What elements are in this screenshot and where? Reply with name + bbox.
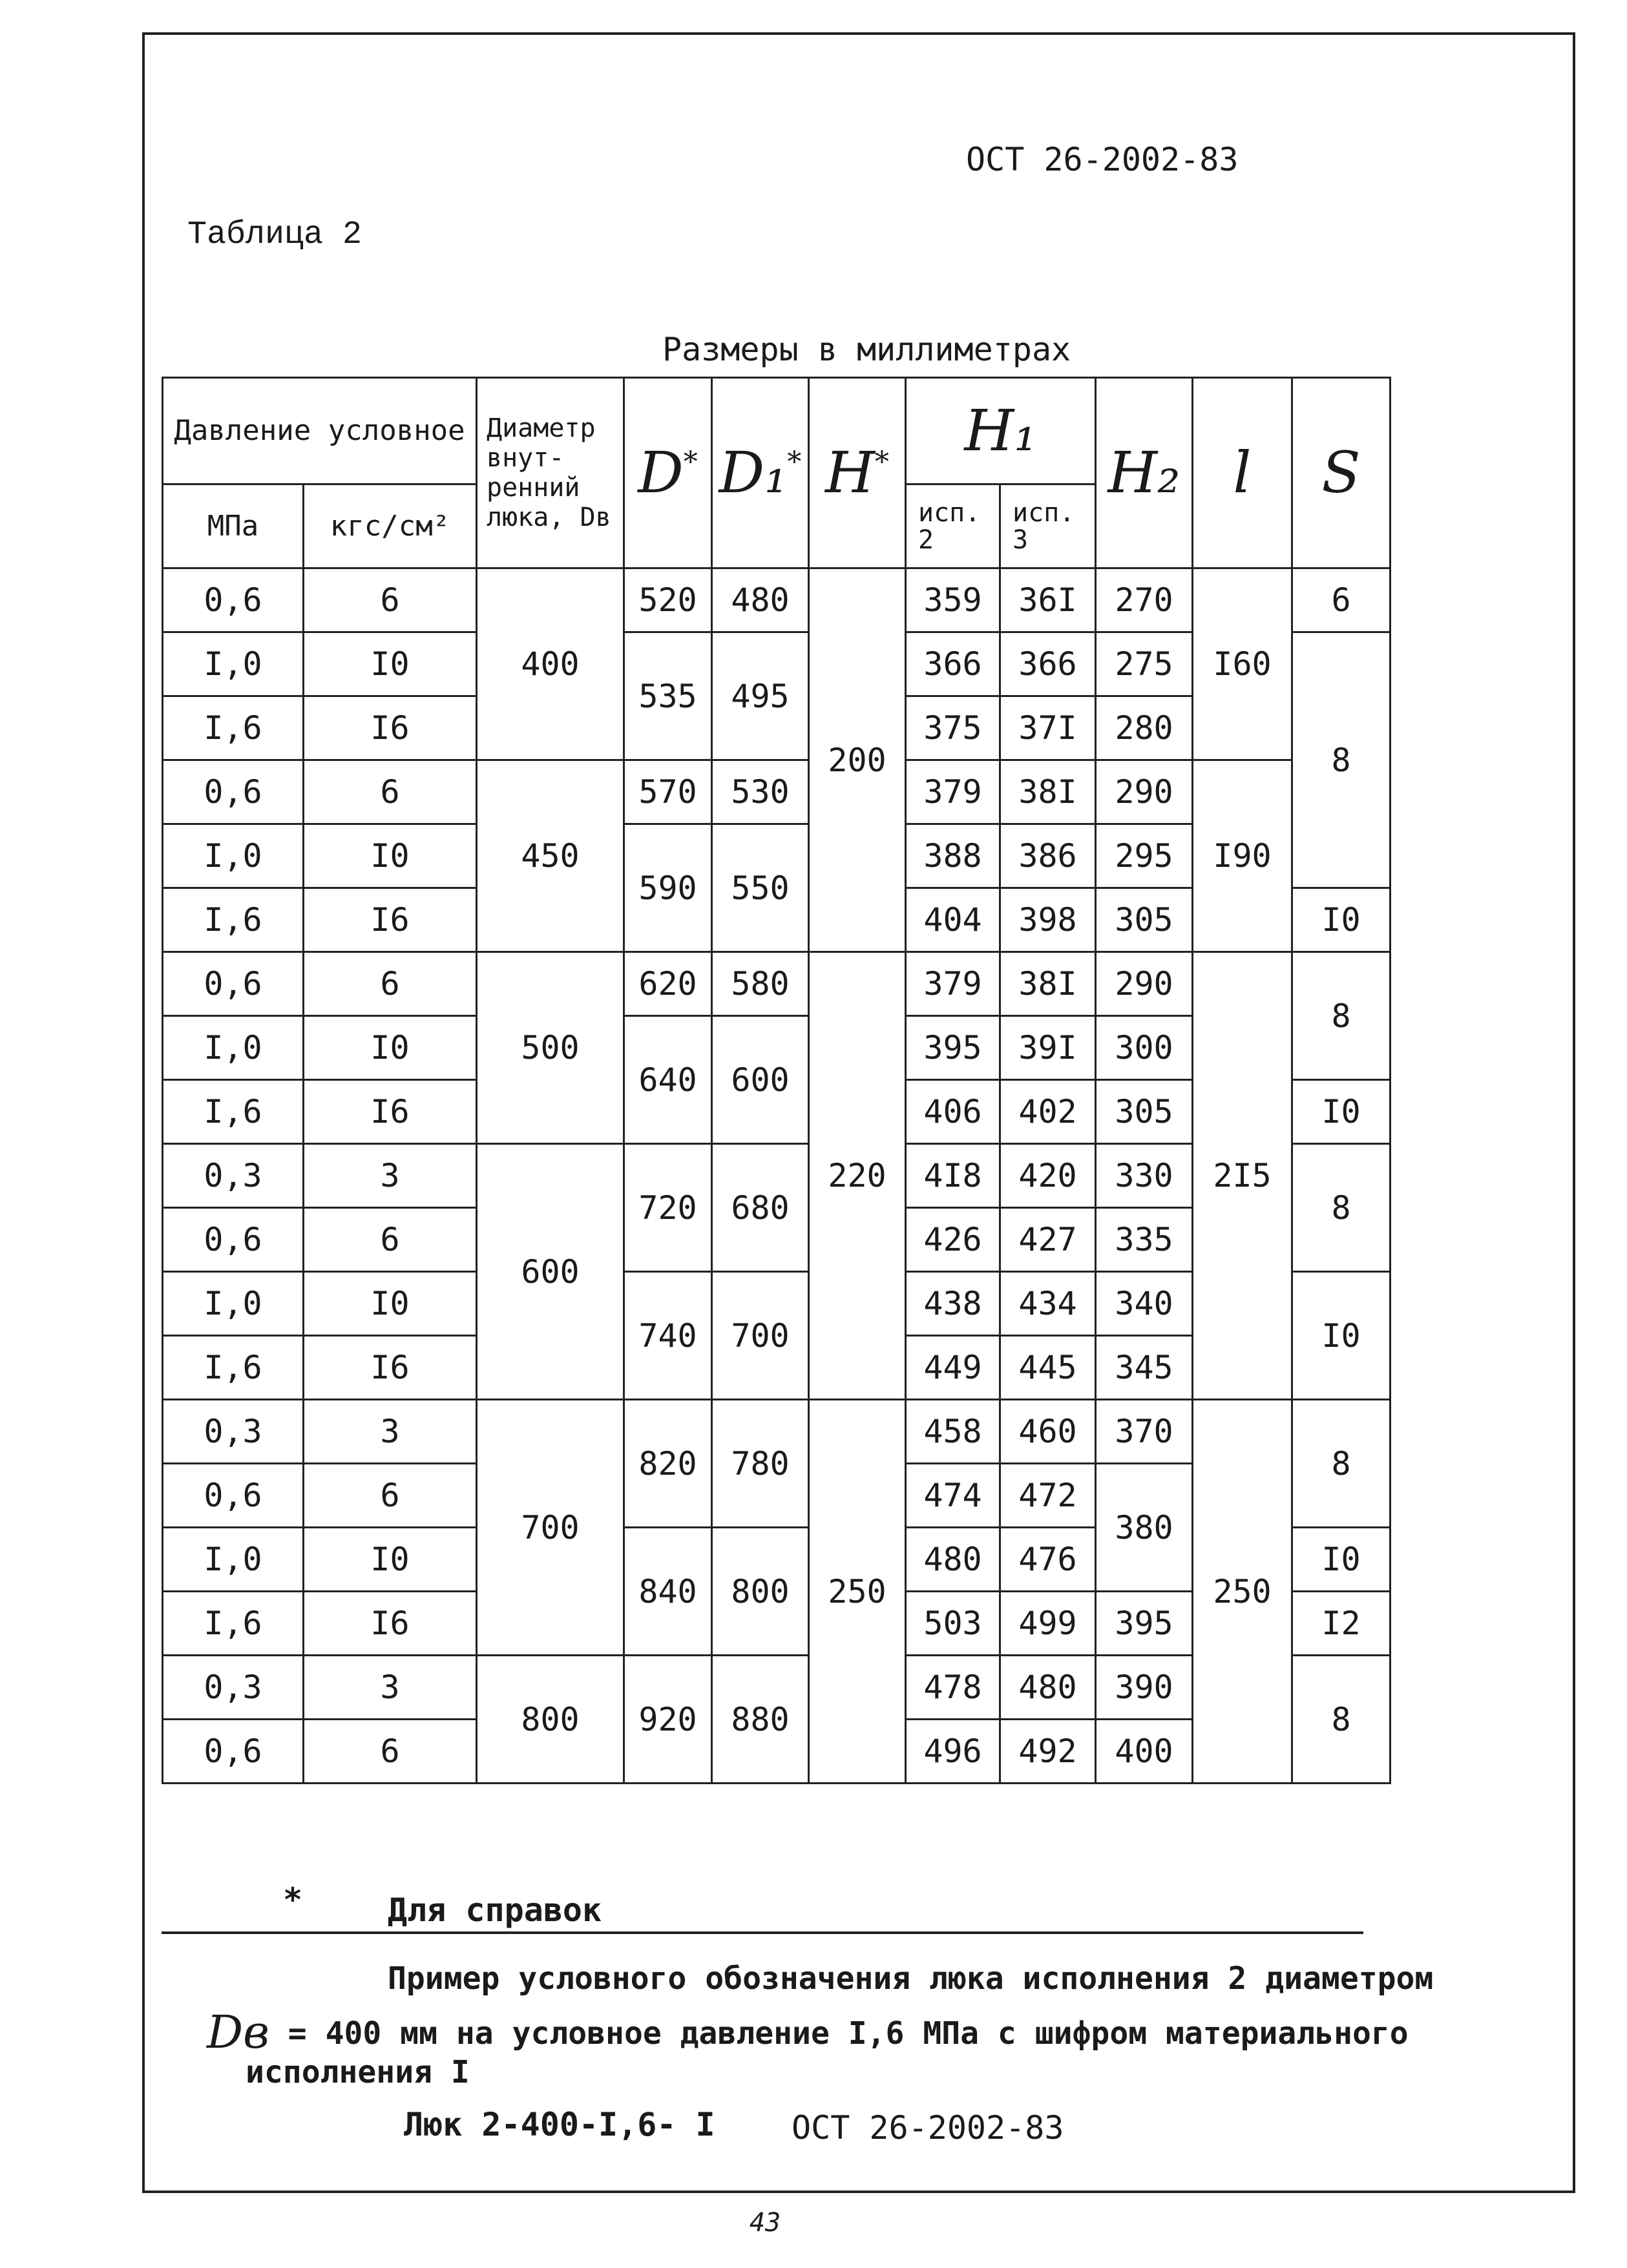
kgf-cell: I6 [304, 1592, 477, 1656]
kgf-cell: 3 [304, 1656, 477, 1720]
dv-cell: 600 [477, 1144, 624, 1400]
h1-isp2-cell: 503 [906, 1592, 1000, 1656]
diameter-header: Диаметр внут-ренний люка, Dв [477, 378, 624, 568]
pressure-header: Давление условное [163, 378, 477, 484]
h1-isp3-cell: 476 [1000, 1528, 1096, 1592]
kgf-cell: I6 [304, 888, 477, 952]
H2-cell: 335 [1096, 1208, 1193, 1272]
h1-isp2-cell: 449 [906, 1336, 1000, 1400]
H2-cell: 305 [1096, 1080, 1193, 1144]
isp3-header: исп. 3 [1000, 484, 1096, 568]
D-header: D* [624, 378, 712, 568]
H-cell: 220 [809, 952, 906, 1400]
mpa-header: МПа [163, 484, 304, 568]
D1-header: D₁* [712, 378, 809, 568]
l-cell: 250 [1193, 1400, 1292, 1784]
h1-isp3-cell: 366 [1000, 632, 1096, 696]
H2-cell: 340 [1096, 1272, 1193, 1336]
example-line-1: Пример условного обозначения люка исполнения 2 диаметром [388, 1961, 1434, 1997]
H2-cell: 290 [1096, 760, 1193, 824]
dv-cell: 800 [477, 1656, 624, 1784]
mpa-cell: I,6 [163, 1592, 304, 1656]
h1-isp3-cell: 420 [1000, 1144, 1096, 1208]
kgf-cell: 6 [304, 1208, 477, 1272]
H2-cell: 290 [1096, 952, 1193, 1016]
mpa-cell: I,6 [163, 1336, 304, 1400]
h1-isp2-cell: 388 [906, 824, 1000, 888]
D1-cell: 800 [712, 1528, 809, 1656]
H2-cell: 300 [1096, 1016, 1193, 1080]
h1-isp3-cell: 36I [1000, 568, 1096, 632]
kgf-cell: 3 [304, 1400, 477, 1464]
S-cell: 8 [1292, 1144, 1391, 1272]
H-header: H* [809, 378, 906, 568]
H2-cell: 295 [1096, 824, 1193, 888]
h1-isp3-cell: 398 [1000, 888, 1096, 952]
isp2-header: исп. 2 [906, 484, 1000, 568]
kgf-cell: 6 [304, 568, 477, 632]
units-caption: Размеры в миллиметрах [662, 331, 1071, 368]
D1-cell: 495 [712, 632, 809, 760]
l-cell: I90 [1193, 760, 1292, 952]
D1-cell: 550 [712, 824, 809, 952]
example-designation: Люк 2-400-I,6- I [404, 2106, 715, 2143]
l-cell: 2I5 [1193, 952, 1292, 1400]
H2-cell: 345 [1096, 1336, 1193, 1400]
kgf-cell: I0 [304, 1272, 477, 1336]
h1-isp3-cell: 472 [1000, 1464, 1096, 1528]
h1-isp2-cell: 366 [906, 632, 1000, 696]
S-cell: I0 [1292, 1528, 1391, 1592]
dv-cell: 400 [477, 568, 624, 760]
H2-cell: 330 [1096, 1144, 1193, 1208]
H1-header: H₁ [906, 378, 1096, 484]
page-number: 43 [750, 2208, 781, 2238]
D-cell: 535 [624, 632, 712, 760]
mpa-cell: I,0 [163, 824, 304, 888]
S-cell: 8 [1292, 952, 1391, 1080]
D-cell: 720 [624, 1144, 712, 1272]
D-cell: 620 [624, 952, 712, 1016]
D1-cell: 880 [712, 1656, 809, 1784]
S-cell: I2 [1292, 1592, 1391, 1656]
dv-cell: 500 [477, 952, 624, 1144]
H2-cell: 275 [1096, 632, 1193, 696]
H2-cell: 280 [1096, 696, 1193, 760]
D1-cell: 580 [712, 952, 809, 1016]
kgf-cell: I6 [304, 696, 477, 760]
example-line-3: исполнения I [246, 2054, 470, 2090]
h1-isp3-cell: 427 [1000, 1208, 1096, 1272]
footnote-asterisk: * [283, 1881, 303, 1919]
mpa-cell: 0,3 [163, 1400, 304, 1464]
l-header: l [1193, 378, 1292, 568]
document-code: ОСТ 26-2002-83 [966, 141, 1239, 178]
h1-isp3-cell: 38I [1000, 760, 1096, 824]
mpa-cell: I,0 [163, 1272, 304, 1336]
footnote-text: Для справок [388, 1891, 602, 1929]
h1-isp3-cell: 480 [1000, 1656, 1096, 1720]
mpa-cell: 0,6 [163, 760, 304, 824]
S-cell: 8 [1292, 1400, 1391, 1528]
kgf-cell: 6 [304, 952, 477, 1016]
D1-cell: 780 [712, 1400, 809, 1528]
h1-isp3-cell: 499 [1000, 1592, 1096, 1656]
S-cell: I0 [1292, 1080, 1391, 1144]
kgf-cell: I0 [304, 632, 477, 696]
mpa-cell: 0,6 [163, 568, 304, 632]
designation-standard: ОСТ 26-2002-83 [792, 2109, 1064, 2147]
table-row [163, 1400, 1391, 1464]
D-cell: 740 [624, 1272, 712, 1400]
kgf-cell: 6 [304, 760, 477, 824]
h1-isp2-cell: 404 [906, 888, 1000, 952]
h1-isp2-cell: 379 [906, 952, 1000, 1016]
D1-cell: 700 [712, 1272, 809, 1400]
S-cell: 6 [1292, 568, 1391, 632]
h1-isp2-cell: 496 [906, 1720, 1000, 1784]
mpa-cell: I,0 [163, 632, 304, 696]
mpa-cell: 0,3 [163, 1144, 304, 1208]
mpa-cell: 0,6 [163, 1464, 304, 1528]
S-header: S [1292, 378, 1391, 568]
kgf-cell: 3 [304, 1144, 477, 1208]
H2-header: H₂ [1096, 378, 1193, 568]
D-cell: 820 [624, 1400, 712, 1528]
example-line-2-text: = 400 мм на условное давление I,6 МПа с шифром материального [288, 2015, 1409, 2052]
h1-isp2-cell: 375 [906, 696, 1000, 760]
D1-cell: 680 [712, 1144, 809, 1272]
table-row [163, 760, 1391, 824]
mpa-cell: I,6 [163, 888, 304, 952]
H2-cell: 390 [1096, 1656, 1193, 1720]
h1-isp3-cell: 434 [1000, 1272, 1096, 1336]
S-cell: I0 [1292, 1272, 1391, 1400]
h1-isp3-cell: 460 [1000, 1400, 1096, 1464]
table-row [163, 952, 1391, 1016]
H2-cell: 270 [1096, 568, 1193, 632]
h1-isp3-cell: 37I [1000, 696, 1096, 760]
S-cell: 8 [1292, 1656, 1391, 1784]
h1-isp3-cell: 38I [1000, 952, 1096, 1016]
H2-cell: 370 [1096, 1400, 1193, 1464]
D-cell: 570 [624, 760, 712, 824]
D-cell: 640 [624, 1016, 712, 1144]
h1-isp2-cell: 438 [906, 1272, 1000, 1336]
h1-isp2-cell: 480 [906, 1528, 1000, 1592]
kgf-cell: I0 [304, 824, 477, 888]
h1-isp2-cell: 478 [906, 1656, 1000, 1720]
dimensions-table [162, 377, 1391, 1784]
mpa-cell: I,0 [163, 1016, 304, 1080]
example-line-2 [207, 2006, 1409, 2059]
kgf-cell: 6 [304, 1464, 477, 1528]
kgf-cell: I0 [304, 1528, 477, 1592]
h1-isp3-cell: 445 [1000, 1336, 1096, 1400]
D1-cell: 530 [712, 760, 809, 824]
H2-cell: 395 [1096, 1592, 1193, 1656]
S-cell: I0 [1292, 888, 1391, 952]
kgf-header: кгс/см² [304, 484, 477, 568]
H2-cell: 380 [1096, 1464, 1193, 1592]
h1-isp2-cell: 458 [906, 1400, 1000, 1464]
H-cell: 200 [809, 568, 906, 952]
H-cell: 250 [809, 1400, 906, 1784]
h1-isp3-cell: 492 [1000, 1720, 1096, 1784]
kgf-cell: I6 [304, 1080, 477, 1144]
mpa-cell: I,6 [163, 1080, 304, 1144]
mpa-cell: 0,6 [163, 1720, 304, 1784]
D-cell: 920 [624, 1656, 712, 1784]
h1-isp2-cell: 4I8 [906, 1144, 1000, 1208]
h1-isp2-cell: 426 [906, 1208, 1000, 1272]
mpa-cell: 0,3 [163, 1656, 304, 1720]
h1-isp2-cell: 359 [906, 568, 1000, 632]
footnote-divider [162, 1931, 1363, 1934]
kgf-cell: I0 [304, 1016, 477, 1080]
kgf-cell: I6 [304, 1336, 477, 1400]
l-cell: I60 [1193, 568, 1292, 760]
kgf-cell: 6 [304, 1720, 477, 1784]
dv-symbol: Dв [207, 2006, 269, 2059]
h1-isp2-cell: 379 [906, 760, 1000, 824]
mpa-cell: I,6 [163, 696, 304, 760]
mpa-cell: 0,6 [163, 1208, 304, 1272]
table-row [163, 568, 1391, 632]
D-cell: 840 [624, 1528, 712, 1656]
mpa-cell: 0,6 [163, 952, 304, 1016]
mpa-cell: I,0 [163, 1528, 304, 1592]
h1-isp2-cell: 474 [906, 1464, 1000, 1528]
H2-cell: 305 [1096, 888, 1193, 952]
h1-isp3-cell: 386 [1000, 824, 1096, 888]
D-cell: 590 [624, 824, 712, 952]
h1-isp3-cell: 39I [1000, 1016, 1096, 1080]
S-cell: 8 [1292, 632, 1391, 888]
dv-cell: 700 [477, 1400, 624, 1656]
table-header [163, 378, 1391, 568]
dv-cell: 450 [477, 760, 624, 952]
table-label: Таблица 2 [187, 216, 362, 253]
D1-cell: 480 [712, 568, 809, 632]
h1-isp2-cell: 395 [906, 1016, 1000, 1080]
h1-isp3-cell: 402 [1000, 1080, 1096, 1144]
D-cell: 520 [624, 568, 712, 632]
D1-cell: 600 [712, 1016, 809, 1144]
h1-isp2-cell: 406 [906, 1080, 1000, 1144]
H2-cell: 400 [1096, 1720, 1193, 1784]
